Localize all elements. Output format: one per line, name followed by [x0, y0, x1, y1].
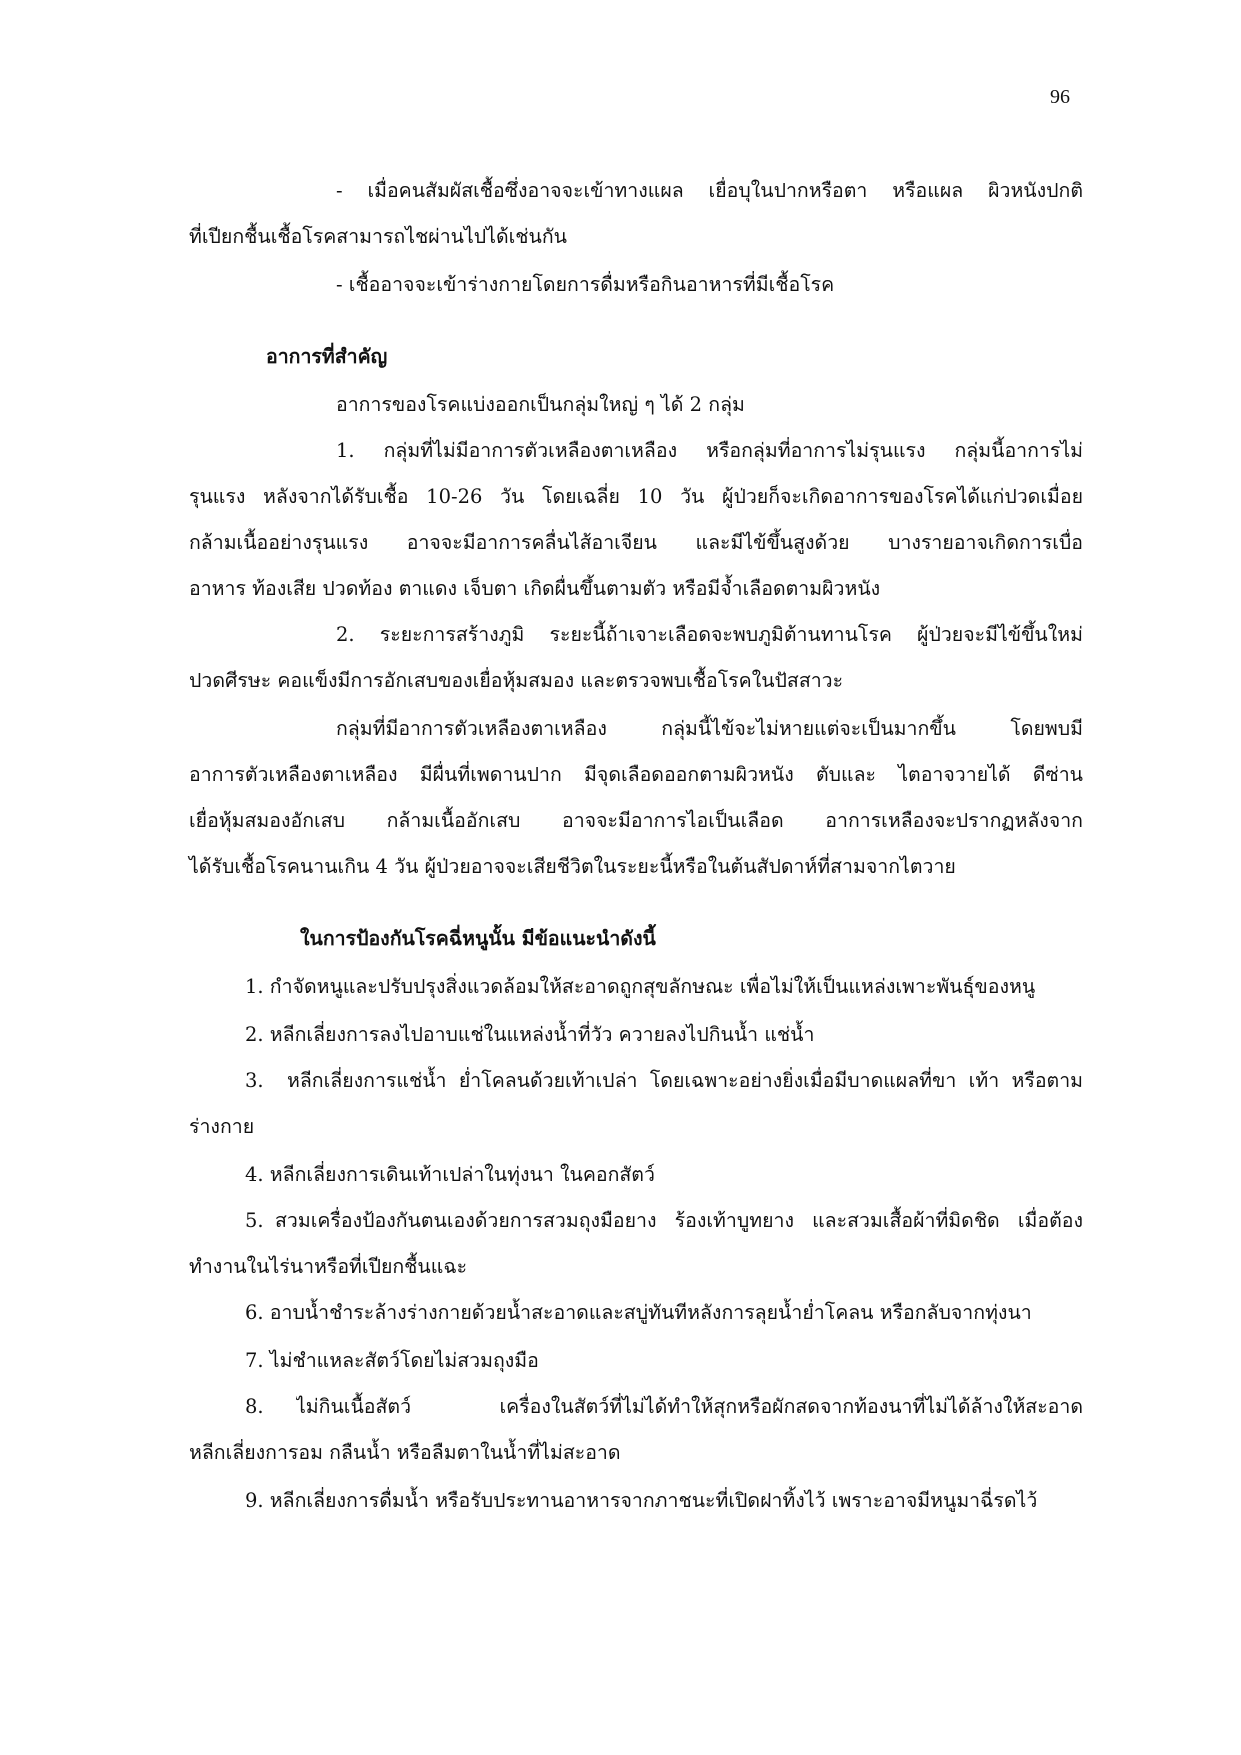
prevention-item-7: 7. ไม่ชำแหละสัตว์โดยไม่สวมถุงมือ: [245, 1349, 539, 1372]
prevention-item-3-line-1: หลีกเลี่ยงการแช่น้ำ ย่ำโคลนด้วยเท้าเปล่า โดยเฉพาะอย่างยิ่งเมื่อมีบาดแผลที่ขา เท้า หรือตาม: [287, 1069, 1083, 1092]
group1-line-4: อาหาร ท้องเสีย ปวดท้อง ตาแดง เจ็บตา เกิดผื่นขึ้นตามตัว หรือมีจ้ำเลือดตามผิวหนัง: [189, 577, 881, 600]
prevention-item-5-line-2: ทำงานในไร่นาหรือที่เปียกชื้นแฉะ: [189, 1255, 468, 1278]
transmission-line-1: - เมื่อคนสัมผัสเชื้อซึ่งอาจจะเข้าทางแผล เยื่อบุในปากหรือตา หรือแผล ผิวหนังปกติ: [336, 179, 1083, 202]
group2-line-2: ปวดศีรษะ คอแข็งมีการอักเสบของเยื่อหุ้มสมอง และตรวจพบเชื้อโรคในปัสสาวะ: [189, 669, 844, 692]
group3-line-2: อาการตัวเหลืองตาเหลือง มีผื่นที่เพดานปาก มีจุดเลือดออกตามผิวหนัง ตับและ ไตอาจวายได้ ดีซ่าน: [189, 763, 1083, 786]
prevention-item-8-line-1: ไม่กินเนื้อสัตว์ เครื่องในสัตว์ที่ไม่ได้ทำให้สุกหรือผักสดจากท้องนาที่ไม่ได้ล้างให้สะอาด: [296, 1395, 1083, 1418]
prevention-item-9: 9. หลีกเลี่ยงการดื่มน้ำ หรือรับประทานอาหารจากภาชนะที่เปิดฝาทิ้งไว้ เพราะอาจมีหนูมาฉี่รดไว้: [245, 1489, 1038, 1512]
prevention-item-5-line-1: สวมเครื่องป้องกันตนเองด้วยการสวมถุงมือยาง ร้องเท้าบูทยาง และสวมเสื้อผ้าที่มิดชิด เมื่อต้อง: [275, 1209, 1083, 1232]
prevention-item-6: 6. อาบน้ำชำระล้างร่างกายด้วยน้ำสะอาดและสบู่ทันทีหลังการลุยน้ำย่ำโคลน หรือกลับจากทุ่งนา: [245, 1301, 1032, 1324]
group3-line-4: ได้รับเชื้อโรคนานเกิน 4 วัน ผู้ป่วยอาจจะเสียชีวิตในระยะนี้หรือในต้นสัปดาห์ที่สามจากไตวาย: [189, 855, 956, 878]
prevention-item-4: 4. หลีกเลี่ยงการเดินเท้าเปล่าในทุ่งนา ในคอกสัตว์: [245, 1163, 655, 1186]
prevention-item-5-number: 5.: [245, 1209, 264, 1232]
symptoms-intro: อาการของโรคแบ่งออกเป็นกลุ่มใหญ่ ๆ ได้ 2 กลุ่ม: [336, 393, 745, 416]
transmission-line-2: ที่เปียกชื้นเชื้อโรคสามารถไชผ่านไปได้เช่นกัน: [189, 225, 568, 248]
group3-line-1: กลุ่มที่มีอาการตัวเหลืองตาเหลือง กลุ่มนี้ไข้จะไม่หายแต่จะเป็นมากขึ้น โดยพบมี: [336, 717, 1083, 740]
symptoms-heading: อาการที่สำคัญ: [266, 345, 388, 368]
prevention-item-3-number: 3.: [245, 1069, 264, 1092]
group1-line-1: 1. กลุ่มที่ไม่มีอาการตัวเหลืองตาเหลือง หรือกลุ่มที่อาการไม่รุนแรง กลุ่มนี้อาการไม่: [336, 439, 1083, 462]
transmission-line-3: - เชื้ออาจจะเข้าร่างกายโดยการดื่มหรือกินอาหารที่มีเชื้อโรค: [336, 273, 835, 296]
group1-line-3: กล้ามเนื้ออย่างรุนแรง อาจจะมีอาการคลื่นไส้อาเจียน และมีไข้ขึ้นสูงด้วย บางรายอาจเกิดการเบื่อ: [189, 531, 1083, 554]
group3-line-3: เยื่อหุ้มสมองอักเสบ กล้ามเนื้ออักเสบ อาจจะมีอาการไอเป็นเลือด อาการเหลืองจะปรากฏหลังจาก: [189, 809, 1083, 832]
prevention-item-3-line-2: ร่างกาย: [189, 1115, 255, 1138]
prevention-item-1: 1. กำจัดหนูและปรับปรุงสิ่งแวดล้อมให้สะอาดถูกสุขลักษณะ เพื่อไม่ให้เป็นแหล่งเพาะพันธุ์ของหนู: [245, 975, 1036, 998]
prevention-item-8-number: 8.: [245, 1395, 264, 1418]
prevention-item-8-line-2: หลีกเลี่ยงการอม กลืนน้ำ หรือลืมตาในน้ำที่ไม่สะอาด: [189, 1441, 621, 1464]
prevention-item-2: 2. หลีกเลี่ยงการลงไปอาบแช่ในแหล่งน้ำที่วัว ควายลงไปกินน้ำ แช่น้ำ: [245, 1023, 815, 1046]
prevention-heading: ในการป้องกันโรคฉี่หนูนั้น มีข้อแนะนำดังนี้: [300, 927, 656, 950]
group2-line-1: 2. ระยะการสร้างภูมิ ระยะนี้ถ้าเจาะเลือดจะพบภูมิต้านทานโรค ผู้ป่วยจะมีไข้ขึ้นใหม่: [336, 623, 1083, 646]
page-number: 96: [1050, 86, 1070, 108]
group1-line-2: รุนแรง หลังจากได้รับเชื้อ 10-26 วัน โดยเฉลี่ย 10 วัน ผู้ป่วยก็จะเกิดอาการของโรคได้แก่ปวดเมื่อย: [189, 485, 1083, 508]
